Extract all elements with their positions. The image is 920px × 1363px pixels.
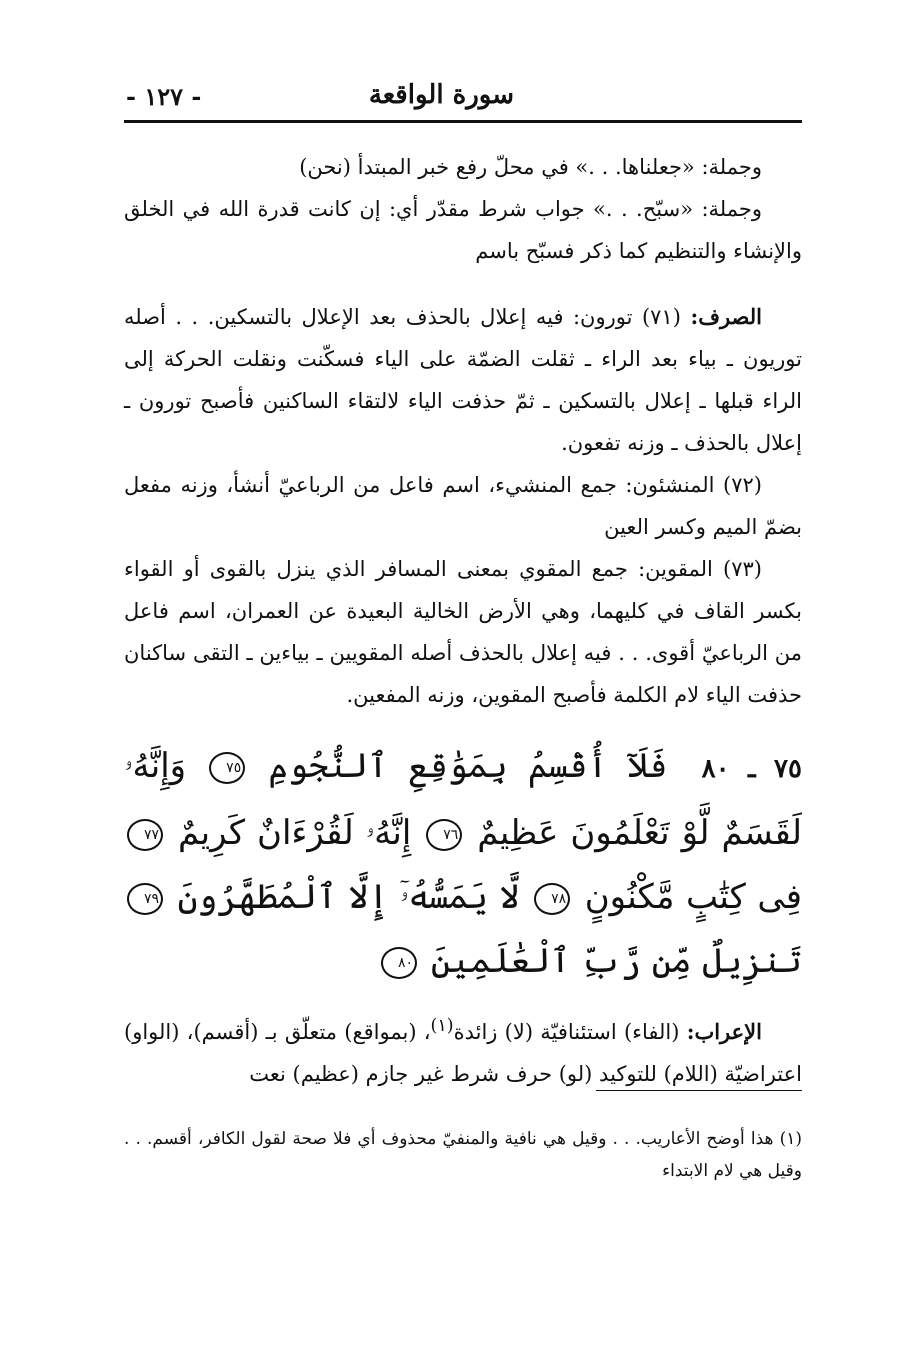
page-number: - ١٢٧ - [126, 82, 202, 111]
sarf-paragraph-71 [124, 296, 802, 464]
verse-78: فِى كِتَٰبٍ مَّكْنُونٍ [584, 877, 802, 917]
running-header [118, 78, 804, 118]
ayah-end-marker: ٧٩ [127, 883, 163, 915]
ayah-end-marker: ٨٠ [381, 947, 417, 979]
verse-80: تَنزِيلٌ مِّن رَّبِّ ٱلْعَٰلَمِينَ [430, 941, 802, 981]
sarf-paragraph-72: (٧٢) المنشئون: جمع المنشيء، اسم فاعل من الرباعيّ أنشأ، وزنه مفعل بضمّ الميم وكسر العين [124, 473, 802, 539]
verse-range: ٧٥ ـ ٨٠ [701, 754, 802, 784]
ayah-end-marker: ٧٧ [127, 819, 163, 851]
verse-79: لَّا يَمَسُّهُۥٓ إِلَّا ٱلْمُطَهَّرُونَ [177, 877, 520, 917]
irab-label: الإعراب: [686, 1019, 762, 1044]
verse-76: وَإِنَّهُۥ لَقَسَمٌ لَّوْ تَعْلَمُونَ عَظِيمٌ [124, 746, 803, 853]
quran-verses [124, 734, 802, 993]
irab-paragraph [124, 1005, 802, 1095]
footnote-reference[interactable]: (١) [430, 1016, 454, 1036]
ayah-end-marker: ٧٦ [426, 819, 462, 851]
verse-77: إِنَّهُۥ لَقُرْءَانٌ كَرِيمٌ [177, 813, 412, 853]
surah-title: سورة الواقعة [368, 80, 514, 110]
section-gap [124, 272, 802, 296]
header-divider [124, 120, 802, 123]
ayah-end-marker: ٧٥ [209, 752, 245, 784]
footnote-divider [596, 1090, 802, 1091]
jumla-line-2: وجملة: «سبّح. . .» جواب شرط مقدّر أي: إن كانت قدرة الله في الخلق والإنشاء والتنظيم كما ذكر فسبّح باسم [124, 197, 802, 263]
sarf-label: الصرف: [690, 304, 762, 329]
jumla-line-1: وجملة: «جعلناها. . .» في محلّ رفع خبر المبتدأ (نحن) [299, 155, 762, 179]
footnote-text: (١) هذا أوضح الأعاريب. . . وقيل هي نافية والمنفيّ محذوف أي فلا صحة لقول الكافر، أقسم. . . وقيل هي لام الابتداء [124, 1129, 802, 1181]
sarf-paragraph-73: (٧٣) المقوين: جمع المقوي بمعنى المسافر الذي ينزل بالقوى أو القواء بكسر القاف في كليهما، وهي الأرض الخالية البعيدة عن العمران، اسم فاعل من الرباعيّ أقوى. . . فيه إعلال بالحذف أصله المقويين ـ بياءين ـ التقى ساكنان حذفت الياء لام الكلمة فأصبح المقوين، وزنه المفعين. [124, 557, 802, 707]
sarf-71-text: (٧١) تورون: فيه إعلال بالحذف بعد الإعلال بالتسكين. . . أصله توريون ـ بياء بعد الراء ـ ثقلت الضمّة على الياء فسكّنت ونقلت الحركة إلى الراء قبلها ـ إعلال بالتسكين ـ ثمّ حذفت الياء لالتقاء الساكنين فأصبح تورون ـ إعلال بالحذف ـ وزنه تفعون. [124, 305, 802, 455]
irab-text-a: (الفاء) استئنافيّة (لا) زائدة [453, 1020, 680, 1044]
ayah-end-marker: ٧٨ [534, 883, 570, 915]
verse-75: فَلَآ أُقْسِمُ بِمَوَٰقِعِ ٱلنُّجُومِ [268, 746, 668, 786]
main-text [124, 146, 802, 1095]
irab-text-b: ، (بمواقع) متعلّق بـ (أقسم)، (الواو) اعتراضيّة (اللام) للتوكيد (لو) حرف شرط غير جازم (عظيم) نعت [124, 1020, 802, 1086]
